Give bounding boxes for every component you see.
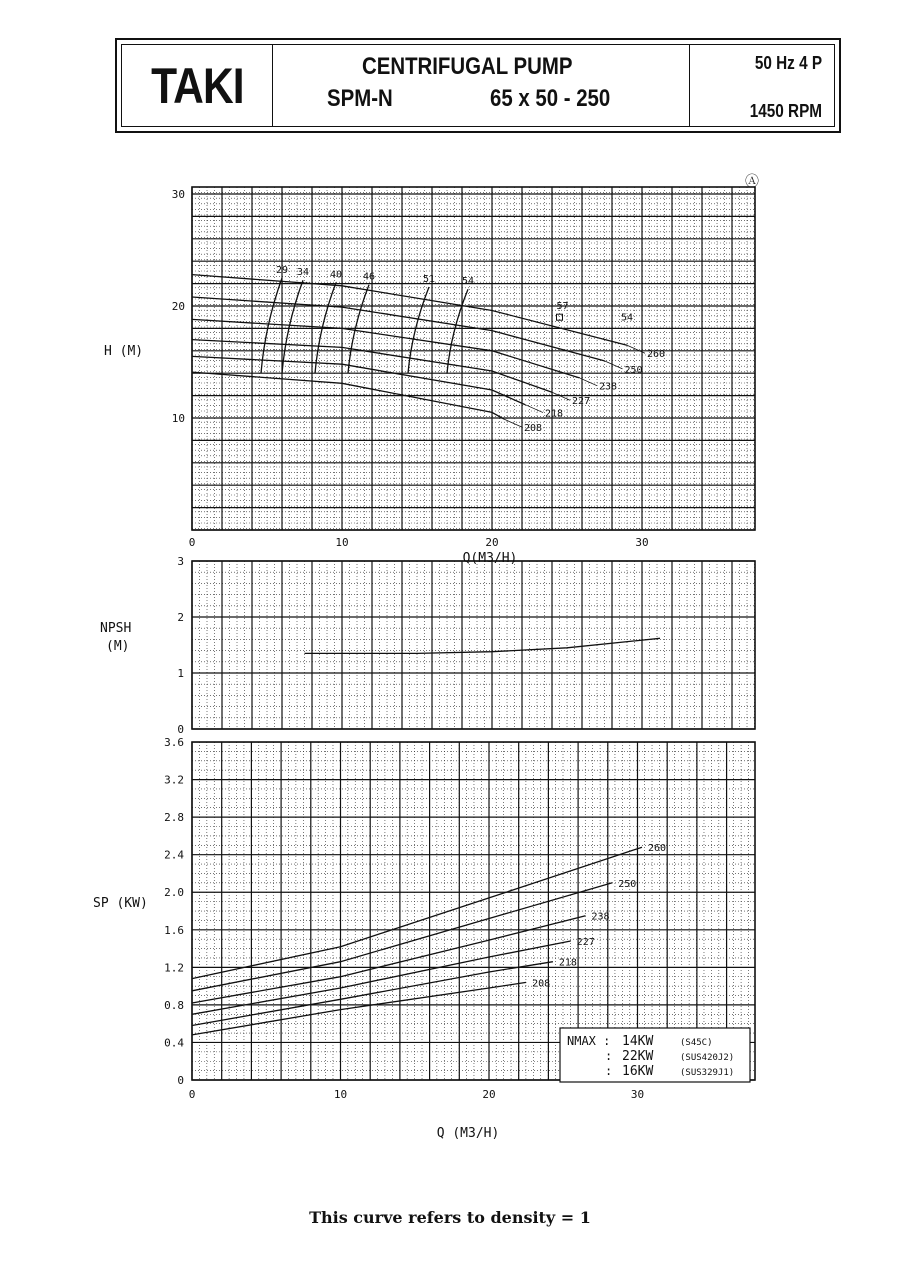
npsh-curve [305,638,661,653]
power-curve-label-260: 260 [647,843,667,855]
npsh-y-label: NPSH [100,621,132,636]
power-curve-label-238: 238 [591,911,610,923]
power-x-tick: 0 [188,1088,196,1101]
density-note: This curve refers to density = 1 [309,1208,591,1227]
nmax-value: 14KW [622,1034,654,1049]
nmax-value: 16KW [622,1064,654,1079]
efficiency-iso-29 [261,278,282,373]
efficiency-label-54: 54 [462,276,475,288]
head-curve-label-260: 260 [647,349,666,361]
efficiency-label-34: 34 [297,267,310,279]
corner-mark: Ⓐ [745,174,759,190]
npsh-y-tick: 0 [177,723,184,736]
nmax-prefix: : [605,1049,613,1063]
power-y-tick: 1.6 [164,923,184,937]
power-x-tick: 20 [482,1088,496,1101]
power-x-label: Q (M3/H) [436,1126,500,1141]
nmax-value: 22KW [622,1049,654,1064]
head-curve-label-208: 208 [524,423,543,435]
head-x-tick: 30 [635,536,649,549]
nmax-material: (SUS420J2) [680,1053,735,1063]
npsh-y-tick: 1 [177,667,184,680]
head-y-tick: 10 [171,412,185,425]
head-curve-leader-208 [504,419,522,427]
efficiency-label-end: 54 [621,312,634,324]
pump-series: SPM-N [327,85,393,112]
nmax-prefix: NMAX : [567,1034,611,1048]
efficiency-label-57: 57 [556,301,569,313]
pump-type-title: CENTRIFUGAL PUMP [362,53,573,80]
efficiency-label-29: 29 [276,265,289,276]
npsh-grid [192,561,755,729]
npsh-y-tick: 3 [177,555,184,568]
head-curve-leader-218 [525,405,543,413]
head-x-tick: 10 [335,536,349,549]
head-curve-leader-227 [552,392,570,400]
head-curve-label-250: 250 [624,364,643,376]
head-grid [192,187,755,530]
head-curve-label-238: 238 [599,381,618,393]
head-x-label: Q(M3/H) [462,551,518,566]
power-curve-label-218: 218 [558,957,577,969]
npsh-y-unit: (M) [106,639,130,654]
power-x-tick: 10 [333,1088,348,1101]
power-curve-label-208: 208 [532,978,551,990]
head-curve-218 [192,356,525,404]
head-y-label: H (M) [104,344,144,359]
power-x-tick: 30 [630,1088,645,1101]
rated-speed: 1450 RPM [749,101,822,121]
pump-model: 65 x 50 - 250 [490,85,611,112]
power-y-tick: 1.2 [164,961,184,975]
efficiency-label-51: 51 [423,273,436,285]
power-y-tick: 2.0 [164,886,184,900]
frequency-poles: 50 Hz 4 P [754,53,822,73]
power-y-tick: 2.8 [164,811,184,825]
nmax-material: (S45C) [680,1038,713,1048]
power-curve-208 [192,982,526,1035]
head-y-tick: 30 [171,188,185,201]
power-y-label: SP (KW) [93,896,148,911]
logo-text: TAKI [150,57,244,114]
head-curve-label-227: 227 [572,396,591,408]
head-curve-label-218: 218 [545,408,564,420]
power-curve-label-250: 250 [618,878,637,890]
efficiency-label-40: 40 [330,269,343,281]
efficiency-label-46: 46 [363,271,376,283]
npsh-y-tick: 2 [177,611,184,624]
nmax-prefix: : [605,1064,613,1078]
head-x-tick: 0 [188,536,196,549]
head-x-tick: 20 [485,536,499,549]
power-y-tick: 0.4 [164,1036,184,1050]
power-y-tick: 0.8 [164,998,184,1012]
power-y-tick: 3.2 [164,773,184,787]
nmax-material: (SUS329J1) [680,1068,735,1078]
power-y-tick: 3.6 [164,736,184,749]
head-y-tick: 20 [171,300,185,313]
power-curve-label-227: 227 [576,937,595,949]
power-y-tick: 0 [177,1074,184,1087]
power-y-tick: 2.4 [164,848,184,862]
npsh-frame [192,561,755,729]
